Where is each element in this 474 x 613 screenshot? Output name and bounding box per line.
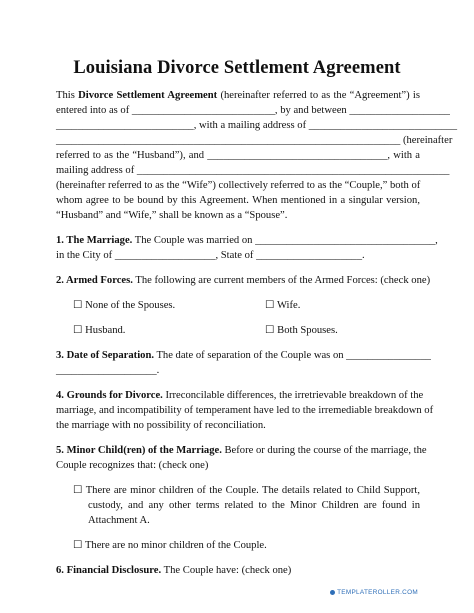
checkbox-wife[interactable]: ☐ Wife. <box>265 300 301 311</box>
section-3-heading: 3. Date of Separation. <box>56 350 154 361</box>
section-4-line-2: marriage, and incompatibility of temperament have led to the irremediable breakdown of <box>56 405 434 416</box>
section-5-heading: 5. Minor Child(ren) of the Marriage. <box>56 445 222 456</box>
section-3-line-1: 3. Date of Separation. The date of separation of the Couple was on ________________ <box>56 350 431 361</box>
checkbox-minor-children[interactable]: ☐ There are minor children of the Couple. The details related to Child Support, <box>73 485 420 496</box>
section-1-heading: 1. The Marriage. <box>56 235 133 246</box>
intro-line-3: __________________________, with a mailing address of ____________________________ <box>56 120 458 131</box>
section-4-line-1: 4. Grounds for Divorce. Irreconcilable differences, the irretrievable breakdown of the <box>56 390 424 401</box>
section-1-line-2: in the City of ___________________, State of ____________________. <box>56 250 365 261</box>
section-5-line-1: 5. Minor Child(ren) of the Marriage. Before or during the course of the marriage, the <box>56 445 427 456</box>
intro-line-7: (hereinafter referred to as the “Wife”) collectively referred to as the “Couple,” both of <box>56 180 421 191</box>
intro-line-4: _________________________________________________________________ (hereinafter <box>56 135 453 146</box>
agreement-name: Divorce Settlement Agreement <box>78 90 218 101</box>
section-5-line-2: Couple recognizes that: (check one) <box>56 460 209 471</box>
section-6-heading: 6. Financial Disclosure. <box>56 565 162 576</box>
section-1-line-1: 1. The Marriage. The Couple was married on __________________________________, <box>56 235 438 246</box>
section-4-line-3: the marriage with no possibility of reconciliation. <box>56 420 266 431</box>
checkbox-none-of-spouses[interactable]: ☐ None of the Spouses. <box>73 300 176 311</box>
checkbox-both-spouses[interactable]: ☐ Both Spouses. <box>265 325 338 336</box>
intro-line-1: This Divorce Settlement Agreement (hereinafter referred to as the “Agreement”) is <box>56 90 420 101</box>
intro-line-5: referred to as the “Husband”), and __________________________________, with a <box>56 150 420 161</box>
footer-link[interactable]: TEMPLATEROLLER.COM <box>330 586 418 601</box>
intro-line-9: “Husband” and “Wife,” shall be known as a “Spouse”. <box>56 210 288 221</box>
intro-line-6: mailing address of ___________________________________________________________ <box>56 165 450 176</box>
minor-children-line-2: custody, and any other terms related to the Minor Children are found in <box>88 500 420 511</box>
minor-children-line-3: Attachment A. <box>88 515 150 526</box>
section-2-line-1: 2. Armed Forces. The following are current members of the Armed Forces: (check one) <box>56 275 431 286</box>
checkbox-husband[interactable]: ☐ Husband. <box>73 325 126 336</box>
section-4-heading: 4. Grounds for Divorce. <box>56 390 163 401</box>
intro-line-8: whom agree to be bound by this Agreement. When mentioned in a singular version, <box>56 195 420 206</box>
document-title: Louisiana Divorce Settlement Agreement <box>73 58 401 78</box>
intro-line-2: entered into as of ___________________________, by and between ___________________ <box>56 105 450 116</box>
checkbox-no-minor-children[interactable]: ☐ There are no minor children of the Couple. <box>73 540 267 551</box>
section-6-line-1: 6. Financial Disclosure. The Couple have: (check one) <box>56 565 292 576</box>
logo-dot-icon <box>330 590 335 595</box>
section-3-line-2: ___________________. <box>56 365 160 376</box>
section-2-heading: 2. Armed Forces. <box>56 275 133 286</box>
